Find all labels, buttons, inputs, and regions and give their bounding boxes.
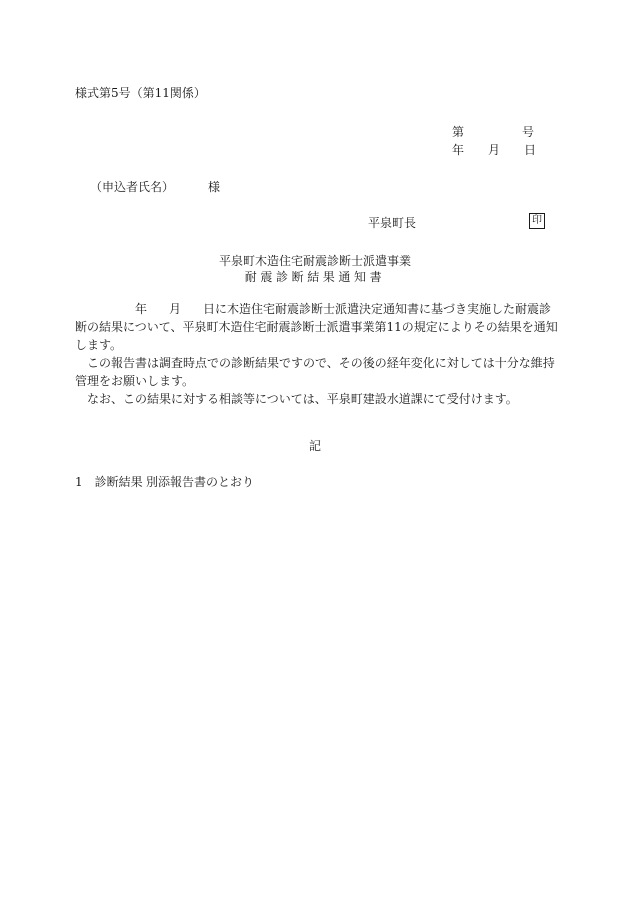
number-prefix: 第 <box>452 125 465 139</box>
issue-date-row <box>452 141 537 159</box>
result-item-value: 別添報告書のとおり <box>146 475 255 489</box>
body-line: 管理をお願いします。 <box>75 374 195 388</box>
body-line1-text: 日に木造住宅耐震診断士派遣決定通知書に基づき実施した耐震診 <box>203 302 552 316</box>
body-line: なお、この結果に対する相談等については、平泉町建設水道課にて受付けます。 <box>75 392 518 406</box>
result-item-label: 1 診断結果 <box>75 475 143 489</box>
applicant-name-label: （申込者氏名） <box>90 180 175 194</box>
body-month: 月 <box>169 302 182 316</box>
seal-stamp: 印 <box>529 213 545 229</box>
body-line: します。 <box>75 338 123 352</box>
number-suffix: 号 <box>522 125 535 139</box>
body-line: 断の結果について、平泉町木造住宅耐震診断士派遣事業第11の規定によりその結果を通知 <box>75 320 558 334</box>
date-month: 月 <box>488 143 501 157</box>
date-year: 年 <box>452 143 465 157</box>
applicant-honorific: 様 <box>208 180 221 194</box>
document-title-line2: 耐震診断結果通知書 <box>244 270 386 284</box>
notice-body <box>75 300 558 408</box>
body-line: この報告書は調査時点での診断結果ですので、その後の経年変化に対しては十分な維持 <box>75 356 555 370</box>
body-year: 年 <box>135 302 148 316</box>
applicant-line <box>90 178 221 196</box>
document-number-row <box>452 123 535 141</box>
document-title-line1: 平泉町木造住宅耐震診断士派遣事業 <box>218 254 411 268</box>
form-number-label: 様式第5号（第11関係） <box>75 86 206 100</box>
issuer-title: 平泉町長 <box>368 216 417 230</box>
ki-heading: 記 <box>308 439 321 453</box>
date-day: 日 <box>524 143 537 157</box>
result-item <box>75 473 254 491</box>
body-line <box>75 300 555 318</box>
